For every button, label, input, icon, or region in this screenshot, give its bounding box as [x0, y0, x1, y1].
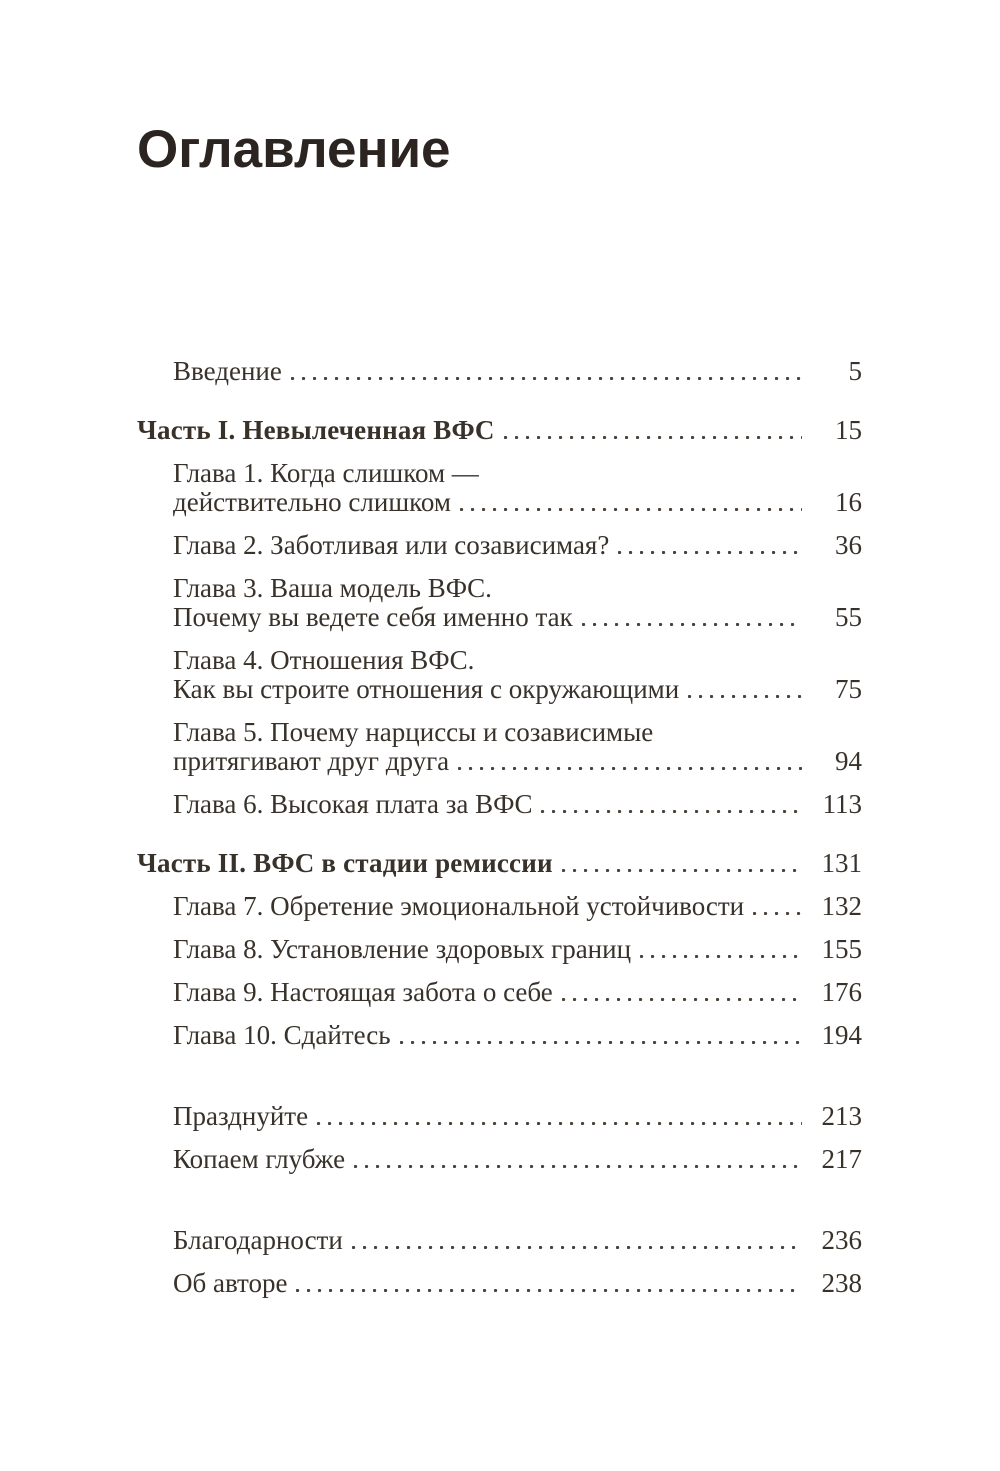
dot-leader	[296, 1289, 802, 1292]
toc-entry-lastline	[173, 675, 862, 704]
page-number: 213	[821, 1101, 862, 1131]
page-number: 55	[835, 602, 862, 632]
dot-leader	[291, 377, 802, 380]
dot-leader	[562, 998, 802, 1001]
toc-entry-lastline	[173, 1269, 862, 1298]
toc-chapter-entry	[137, 1021, 862, 1050]
toc-entry-label: Глава 6. Высокая плата за ВФС	[173, 789, 533, 819]
toc-entry-lastline	[173, 488, 862, 517]
toc-entry-label: Благодарности	[173, 1225, 343, 1255]
page-number: 113	[822, 789, 862, 819]
dot-leader	[753, 912, 802, 915]
toc-entry-lastline	[173, 790, 862, 819]
toc-chapter-entry	[137, 1226, 862, 1255]
dot-leader	[562, 869, 802, 872]
toc-entry-label: Почему вы ведете себя именно так	[173, 602, 573, 632]
toc-chapter-entry	[137, 1269, 862, 1298]
page-number: 16	[835, 487, 862, 517]
toc-entry-lastline	[137, 416, 862, 445]
toc-entry-label: Как вы строите отношения с окружающими	[173, 674, 680, 704]
dot-leader	[582, 623, 802, 626]
toc-entry-line: Глава 4. Отношения ВФС.	[173, 645, 475, 675]
toc-entry-label: Копаем глубже	[173, 1144, 346, 1174]
toc-chapter-entry	[137, 1145, 862, 1174]
page-number: 94	[835, 746, 862, 776]
dot-leader	[352, 1246, 802, 1249]
dot-leader	[458, 767, 802, 770]
toc-entry-label: притягивают друг друга	[173, 746, 450, 776]
toc-entry-label: Глава 2. Заботливая или созависимая?	[173, 530, 610, 560]
toc-entry-lastline	[173, 935, 862, 964]
dot-leader	[688, 695, 802, 698]
toc-entry-lastline	[173, 1226, 862, 1255]
toc-entry-label: Глава 8. Установление здоровых границ	[173, 934, 632, 964]
dot-leader	[618, 551, 802, 554]
toc-chapter-entry	[137, 574, 862, 632]
toc-chapter-entry	[137, 718, 862, 776]
toc-entry-lastline	[173, 603, 862, 632]
toc-part-entry	[137, 849, 862, 878]
toc-chapter-entry	[137, 531, 862, 560]
toc-entry-lastline	[137, 849, 862, 878]
page-number: 36	[835, 530, 862, 560]
toc-entry-lastline	[173, 892, 862, 921]
toc-chapter-entry	[137, 1102, 862, 1131]
toc-entry-label: действительно слишком	[173, 487, 451, 517]
page-number: 5	[848, 356, 862, 386]
page-number: 176	[821, 977, 862, 1007]
page-number: 75	[835, 674, 862, 704]
toc-chapter-entry	[137, 459, 862, 517]
dot-leader	[460, 508, 802, 511]
toc-entry-lastline	[173, 357, 862, 386]
toc-list	[137, 357, 862, 1298]
toc-chapter-entry	[137, 978, 862, 1007]
toc-chapter-entry	[137, 790, 862, 819]
page-number: 238	[821, 1268, 862, 1298]
toc-part-entry	[137, 416, 862, 445]
toc-entry-label: Празднуйте	[173, 1101, 309, 1131]
page-number: 15	[835, 415, 862, 445]
toc-entry-lastline	[173, 1021, 862, 1050]
dot-leader	[400, 1041, 802, 1044]
page-number: 194	[821, 1020, 862, 1050]
toc-entry-line: Глава 1. Когда слишком —	[173, 458, 479, 488]
toc-entry-label: Глава 7. Обретение эмоциональной устойчивости	[173, 891, 745, 921]
toc-entry-lastline	[173, 1102, 862, 1131]
page-number: 217	[821, 1144, 862, 1174]
toc-entry-label: Глава 9. Настоящая забота о себе	[173, 977, 553, 1007]
dot-leader	[504, 436, 802, 439]
toc-entry-lastline	[173, 1145, 862, 1174]
toc-chapter-entry	[137, 935, 862, 964]
page-number: 131	[821, 848, 862, 878]
toc-entry-lastline	[173, 747, 862, 776]
toc-chapter-entry	[137, 646, 862, 704]
page-number: 155	[821, 934, 862, 964]
toc-entry-label: Часть I. Невылеченная ВФС	[137, 415, 495, 445]
dot-leader	[541, 810, 802, 813]
page-number: 132	[821, 891, 862, 921]
toc-entry-line: Глава 3. Ваша модель ВФС.	[173, 573, 492, 603]
toc-entry-label: Об авторе	[173, 1268, 288, 1298]
toc-entry-lastline	[173, 531, 862, 560]
dot-leader	[317, 1122, 802, 1125]
toc-chapter-entry	[137, 357, 862, 386]
toc-entry-lastline	[173, 978, 862, 1007]
toc-entry-label: Введение	[173, 356, 282, 386]
toc-chapter-entry	[137, 892, 862, 921]
dot-leader	[640, 955, 802, 958]
page-title: Оглавление	[137, 120, 451, 179]
toc-entry-label: Часть II. ВФС в стадии ремиссии	[137, 848, 553, 878]
dot-leader	[354, 1165, 802, 1168]
toc-entry-label: Глава 10. Сдайтесь	[173, 1020, 391, 1050]
page-number: 236	[821, 1225, 862, 1255]
toc-entry-line: Глава 5. Почему нарциссы и созависимые	[173, 717, 654, 747]
